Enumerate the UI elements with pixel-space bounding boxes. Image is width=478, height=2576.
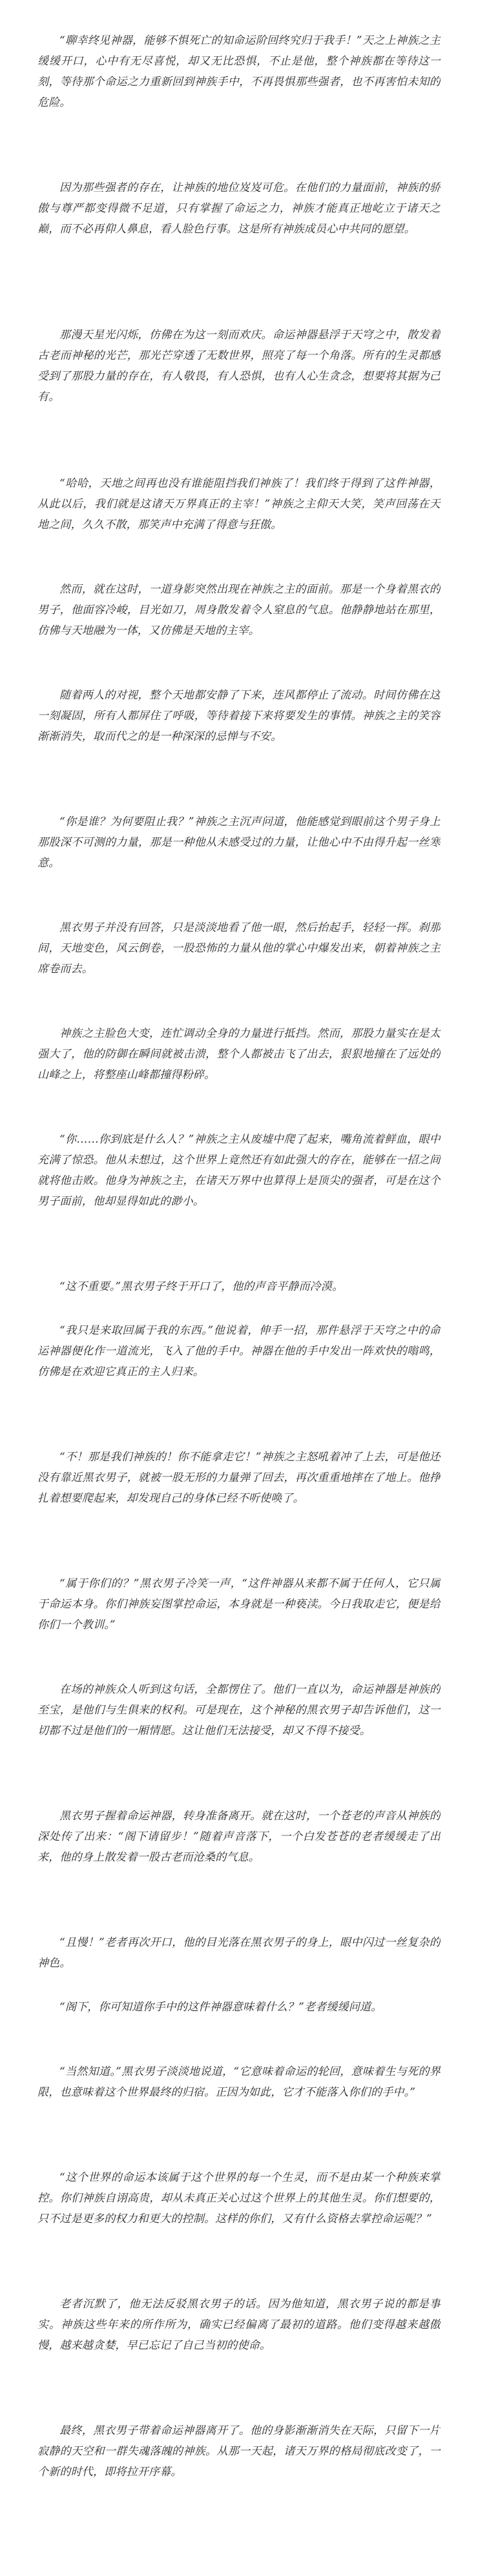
paragraph: “且慢！”老者再次开口，他的目光落在黑衣男子的身上，眼中闪过一丝复杂的神色。 bbox=[37, 1936, 441, 1970]
paragraph: “属于你们的？”黑衣男子冷笑一声，“这件神器从来都不属于任何人，它只属于命运本身。你们神族妄图掌控命运，本身就是一种亵渎。今日我取走它，便是给你们一个教训。” bbox=[37, 1577, 441, 1631]
paragraph: “聊幸终见神器，能够不惧死亡的知命运阶回终究归于我手！”天之上神族之主缓缓开口，心中有无尽喜悦，却又无比恐惧，不止是他，整个神族都在等待这一刻，等待那个命运之力重新回到神族手中，不再畏惧那些强者，也不再害怕未知的危险。 bbox=[37, 34, 441, 109]
paragraph: 那漫天星光闪烁，仿佛在为这一刻而欢庆。命运神器悬浮于天穹之中，散发着古老而神秘的光芒，那光芒穿透了无数世界，照亮了每一个角落。所有的生灵都感受到了那股力量的存在，有人敬畏，有人恐惧，也有人心生贪念，想要将其据为己有。 bbox=[37, 329, 441, 404]
paragraph: 在场的神族众人听到这句话，全都愣住了。他们一直以为，命运神器是神族的至宝，是他们与生俱来的权利。可是现在，这个神秘的黑衣男子却告诉他们，这一切都不过是他们的一厢情愿。这让他们无法接受，却又不得不接受。 bbox=[37, 1683, 441, 1737]
paragraph: “哈哈，天地之间再也没有谁能阻挡我们神族了！我们终于得到了这件神器，从此以后，我们就是这诸天万界真正的主宰！”神族之主仰天大笑，笑声回荡在天地之间，久久不散，那笑声中充满了得意与狂傲。 bbox=[37, 477, 441, 531]
paragraph: 黑衣男子握着命运神器，转身准备离开。就在这时，一个苍老的声音从神族的深处传了出来：“阁下请留步！”随着声音落下，一个白发苍苍的老者缓缓走了出来，他的身上散发着一股古老而沧桑的气息。 bbox=[37, 1810, 441, 1864]
paragraph: “你是谁？为何要阻止我？”神族之主沉声问道，他能感觉到眼前这个男子身上那股深不可测的力量，那是一种他从未感受过的力量，让他心中不由得升起一丝寒意。 bbox=[37, 815, 441, 870]
paragraph: 黑衣男子并没有回答，只是淡淡地看了他一眼，然后抬起手，轻轻一挥。刹那间，天地变色，风云倒卷，一股恐怖的力量从他的掌心中爆发出来，朝着神族之主席卷而去。 bbox=[37, 921, 441, 976]
paragraph: “你……你到底是什么人？”神族之主从废墟中爬了起来，嘴角流着鲜血，眼中充满了惊恐。他从未想过，这个世界上竟然还有如此强大的存在，能够在一招之间就将他击败。他身为神族之主，在诸天万界中也算得上是顶尖的强者，可是在这个男子面前，他却显得如此的渺小。 bbox=[37, 1133, 441, 1208]
paragraph: 然而，就在这时，一道身影突然出现在神族之主的面前。那是一个身着黑衣的男子，他面容冷峻，目光如刀，周身散发着令人窒息的气息。他静静地站在那里，仿佛与天地融为一体，又仿佛是天地的主宰。 bbox=[37, 583, 441, 637]
paragraph: “当然知道。”黑衣男子淡淡地说道，“它意味着命运的轮回，意味着生与死的界限，也意味着这个世界最终的归宿。正因为如此，它才不能落入你们的手中。” bbox=[37, 2065, 441, 2099]
paragraph: “这个世界的命运本该属于这个世界的每一个生灵，而不是由某一个种族来掌控。你们神族自诩高贵，却从未真正关心过这个世界上的其他生灵。你们想要的，只不过是更多的权力和更大的控制。这样的你们，又有什么资格去掌控命运呢？” bbox=[37, 2171, 441, 2225]
paragraph: 老者沉默了，他无法反驳黑衣男子的话。因为他知道，黑衣男子说的都是事实。神族这些年来的所作所为，确实已经偏离了最初的道路。他们变得越来越傲慢，越来越贪婪，早已忘记了自己当初的使命。 bbox=[37, 2298, 441, 2352]
paragraph: 因为那些强者的存在，让神族的地位岌岌可危。在他们的力量面前，神族的骄傲与尊严都变得微不足道，只有掌握了命运之力，神族才能真正地屹立于诸天之巅，而不必再仰人鼻息，看人脸色行事。这是所有神族成员心中共同的愿望。 bbox=[37, 181, 441, 236]
paragraph: “我只是来取回属于我的东西。”他说着，伸手一招，那件悬浮于天穹之中的命运神器便化作一道流光，飞入了他的手中。神器在他的手中发出一阵欢快的嗡鸣，仿佛是在欢迎它真正的主人归来。 bbox=[37, 1324, 441, 1378]
paragraph: “这不重要。”黑衣男子终于开口了，他的声音平静而冷漠。 bbox=[59, 1280, 344, 1293]
paragraph: 随着两人的对视，整个天地都安静了下来，连风都停止了流动。时间仿佛在这一刻凝固，所有人都屏住了呼吸，等待着接下来将要发生的事情。神族之主的笑容渐渐消失，取而代之的是一种深深的忌惮与不安。 bbox=[37, 689, 441, 743]
paragraph: 最终，黑衣男子带着命运神器离开了。他的身影渐渐消失在天际，只留下一片寂静的天空和一群失魂落魄的神族。从那一天起，诸天万界的格局彻底改变了，一个新的时代，即将拉开序幕。 bbox=[37, 2424, 441, 2479]
paragraph: “不！那是我们神族的！你不能拿走它！”神族之主怒吼着冲了上去，可是他还没有靠近黑衣男子，就被一股无形的力量弹了回去，再次重重地摔在了地上。他挣扎着想要爬起来，却发现自己的身体已经不听使唤了。 bbox=[37, 1451, 441, 1505]
paragraph: 神族之主脸色大变，连忙调动全身的力量进行抵挡。然而，那股力量实在是太强大了，他的防御在瞬间就被击溃，整个人都被击飞了出去，狠狠地撞在了远处的山峰之上，将整座山峰都撞得粉碎。 bbox=[37, 1027, 441, 1081]
paragraph: “阁下，你可知道你手中的这件神器意味着什么？”老者缓缓问道。 bbox=[59, 2001, 382, 2014]
